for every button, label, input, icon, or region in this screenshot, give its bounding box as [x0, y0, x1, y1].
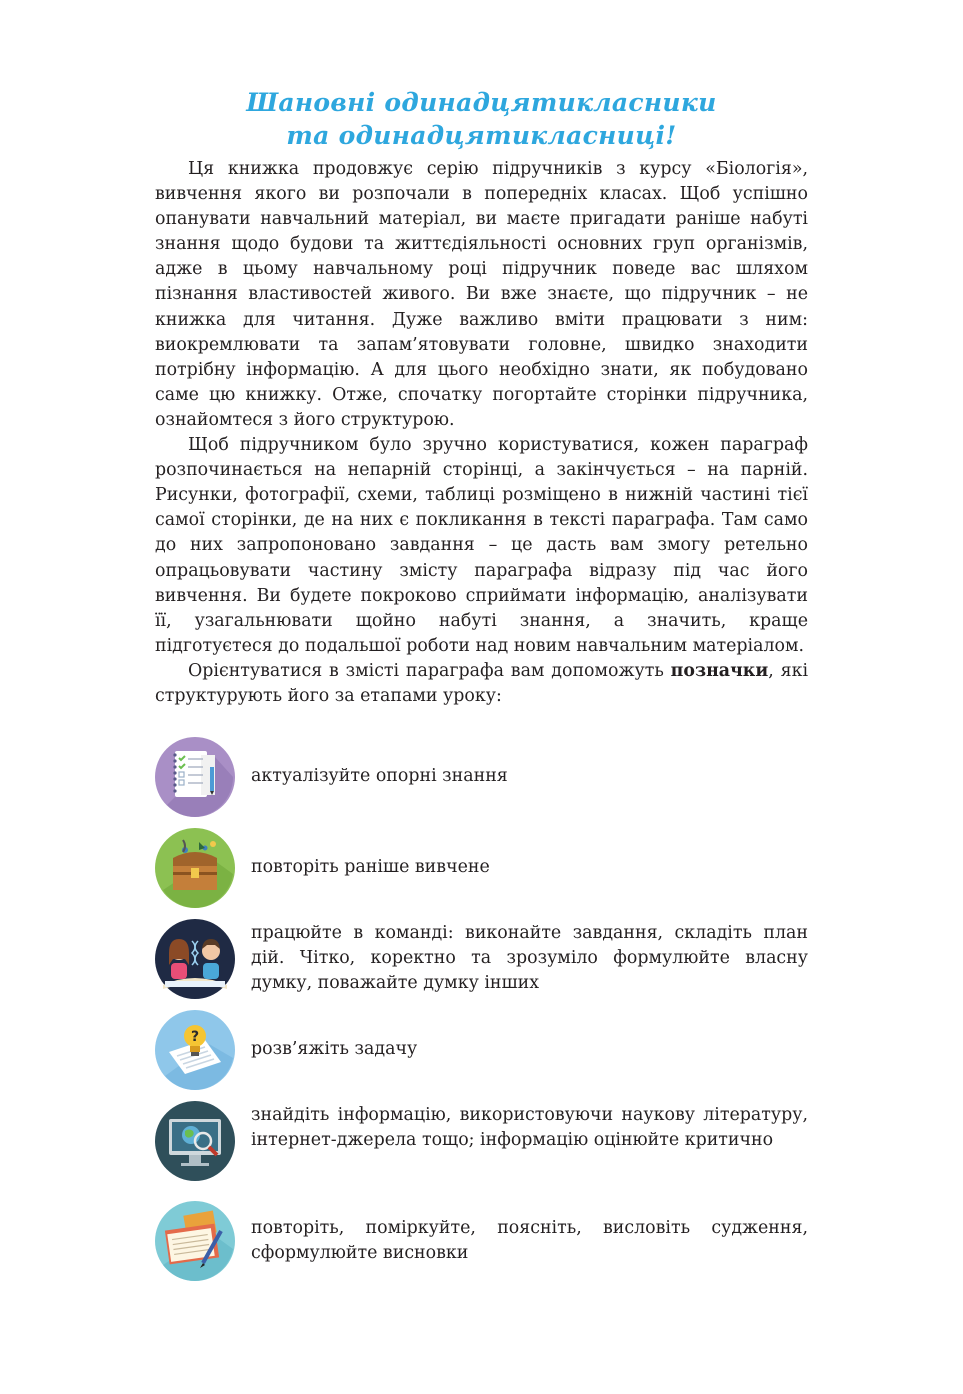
marker-item [155, 919, 808, 999]
treasure-chest-icon [155, 828, 235, 908]
paragraph-2: Щоб підручником було зручно користуватися, кожен параграф розпочинається на непарній сторінці, а закінчується – на парній. Рисунки, фотографії, схеми, таблиці розміщено в нижній частині тієї самої сторінки, де на них є покликання в тексті параграфа. Там само до них запропоновано завдання – це дасть вам змогу ретельно опрацьовувати частину змісту параграфа відразу під час його вивчення. Ви будете покроково сприймати інформацію, аналізувати її, узагальнювати щойно набуті знання, а значить, краще підготуєтеся до подальшої роботи над новим навчальним матеріалом. [155, 435, 808, 656]
title-line-1: Шановні одинадцятикласники [246, 88, 717, 117]
marker-text: працюйте в команді: виконайте завдання, складіть план дій. Чітко, коректно та зрозуміло формулюйте власну думку, поважайте думку інших [251, 923, 808, 994]
lightbulb-question-icon [155, 1010, 235, 1090]
svg-text:?: ? [190, 1029, 200, 1045]
checklist-notebook-icon [155, 737, 235, 817]
marker-item [155, 828, 808, 908]
marker-text: актуалізуйте опорні знання [251, 766, 508, 786]
marker-item [155, 1201, 808, 1281]
marker-text: розв’яжіть задачу [251, 1039, 418, 1059]
marker-text: повторіть раніше вивчене [251, 857, 490, 877]
intro-text [155, 157, 808, 709]
marker-text: повторіть, поміркуйте, поясніть, висловіть судження, сформулюйте висновки [251, 1218, 808, 1264]
title-line-2: та одинадцятикласниці! [286, 121, 677, 150]
team-students-icon [155, 919, 235, 999]
page-title [0, 86, 963, 152]
paragraph-3-bold: позначки [670, 660, 769, 681]
paragraph-3-start: Орієнтуватися в змісті параграфа вам допоможуть [188, 660, 671, 681]
marker-text: знайдіть інформацію, використовуючи наукову літературу, інтернет-джерела тощо; інформацію оцінюйте критично [251, 1105, 808, 1151]
notebook-pen-icon [155, 1201, 235, 1281]
paragraph-3-end: , які структурують його за етапами уроку: [155, 660, 809, 706]
marker-item [155, 1010, 808, 1090]
marker-item [155, 737, 808, 817]
computer-search-icon [155, 1101, 235, 1181]
paragraph-1: Ця книжка продовжує серію підручників з курсу «Біологія», вивчення якого ви розпочали в попередніх класах. Щоб успішно опанувати навчальний матеріал, ви маєте пригадати раніше набуті знання щодо будови та життєдіяльності основних груп організмів, адже в цьому навчальному році підручник поведе вас шляхом пізнання властивостей живого. Ви вже знаєте, що підручник – не книжка для читання. Дуже важливо вміти працювати з ним: виокремлювати та запам’ятовувати головне, швидко знаходити потрібну інформацію. А для цього необхідно знати, як побудовано саме цю книжку. Отже, спочатку погортайте сторінки підручника, ознайомтеся з його структурою. [155, 159, 808, 430]
paragraph-3 [155, 659, 808, 709]
marker-item [155, 1101, 808, 1181]
